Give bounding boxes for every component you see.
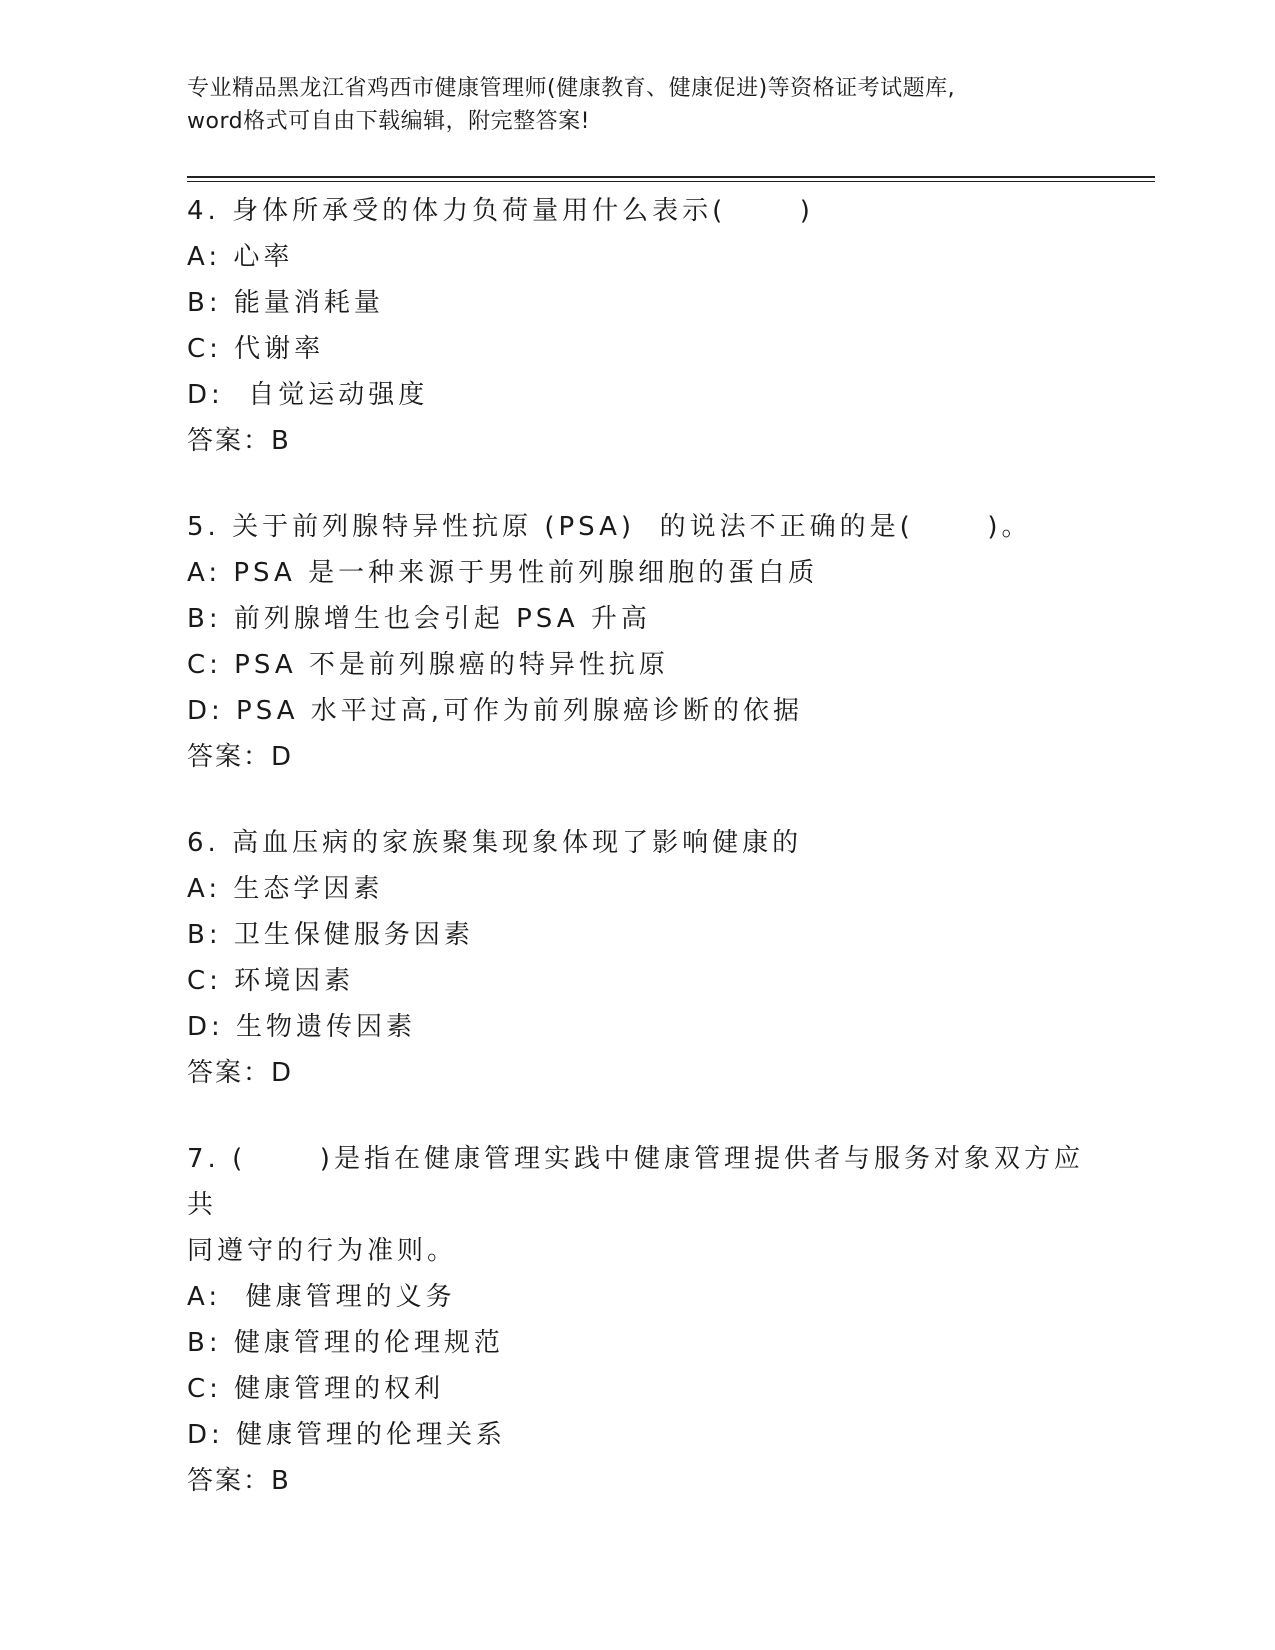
question-stem: 5. 关于前列腺特异性抗原 (PSA) 的说法不正确的是( )。 <box>187 512 1032 542</box>
answer-line <box>187 734 1087 780</box>
question-7 <box>187 1136 1087 1504</box>
option-b: B: 健康管理的伦理规范 <box>187 1328 504 1358</box>
question-stem-continued: 同遵守的行为准则。 <box>187 1236 458 1266</box>
option-a: A: 健康管理的义务 <box>187 1282 456 1312</box>
option-b: B: 卫生保健服务因素 <box>187 920 474 950</box>
question-stem: 6. 高血压病的家族聚集现象体现了影响健康的 <box>187 828 803 858</box>
answer-line <box>187 1458 1087 1504</box>
question-4 <box>187 188 1087 464</box>
option-d: D: 健康管理的伦理关系 <box>187 1420 507 1450</box>
option-c: C: 健康管理的权利 <box>187 1374 445 1404</box>
document-header <box>187 72 1087 138</box>
answer-value: B <box>271 1466 290 1496</box>
option-a: A: 心率 <box>187 242 294 272</box>
option-c: C: 代谢率 <box>187 334 325 364</box>
option-d: D: PSA 水平过高,可作为前列腺癌诊断的依据 <box>187 696 804 726</box>
answer-value: D <box>271 742 293 772</box>
answer-value: B <box>271 426 290 456</box>
answer-label: 答案： <box>187 742 272 772</box>
question-stem: 7. ( )是指在健康管理实践中健康管理提供者与服务对象双方应共 <box>187 1144 1084 1220</box>
option-d: D: 生物遗传因素 <box>187 1012 417 1042</box>
option-b: B: 前列腺增生也会引起 PSA 升高 <box>187 604 651 634</box>
option-c: C: 环境因素 <box>187 966 355 996</box>
question-stem: 4. 身体所承受的体力负荷量用什么表示( ) <box>187 196 814 226</box>
option-a: A: 生态学因素 <box>187 874 384 904</box>
header-line-1: 专业精品黑龙江省鸡西市健康管理师(健康教育、健康促进)等资格证考试题库, <box>187 76 956 101</box>
option-c: C: PSA 不是前列腺癌的特异性抗原 <box>187 650 669 680</box>
question-6 <box>187 820 1087 1096</box>
answer-label: 答案： <box>187 1058 272 1088</box>
header-line-2: word格式可自由下载编辑，附完整答案! <box>187 109 590 134</box>
question-list <box>187 188 1087 1544</box>
question-5 <box>187 504 1087 780</box>
answer-label: 答案： <box>187 1466 272 1496</box>
option-a: A: PSA 是一种来源于男性前列腺细胞的蛋白质 <box>187 558 819 588</box>
answer-line <box>187 1050 1087 1096</box>
answer-line <box>187 418 1087 464</box>
option-b: B: 能量消耗量 <box>187 288 384 318</box>
header-divider-thick <box>187 176 1155 178</box>
answer-value: D <box>271 1058 293 1088</box>
header-divider-thin <box>187 181 1155 182</box>
option-d: D: 自觉运动强度 <box>187 380 429 410</box>
answer-label: 答案： <box>187 426 272 456</box>
